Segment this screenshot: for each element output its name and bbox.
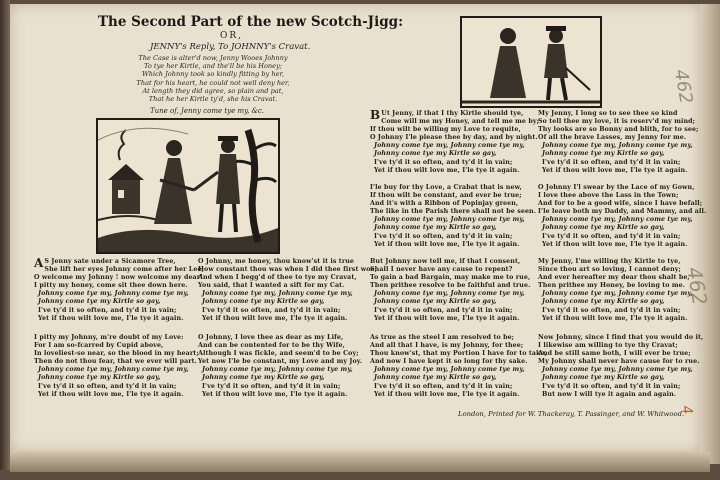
stanza-line: Come will me my Honey, and tell me me by; — [381, 118, 540, 126]
woodcut-illustration — [98, 120, 278, 252]
refrain-line: Yet if thou wilt love me, I'le tye it again. — [542, 314, 688, 322]
refrain-line: Johnny come tye my Kirtle so gay, — [374, 150, 497, 158]
stanza-line: And it's with a Ribbon of Popinjay green, — [370, 200, 519, 208]
stanza-line: I likewise am willing to tye thy Cravat; — [538, 342, 678, 350]
refrain-line: Yet if thou wilt love me, I'le tye it again. — [542, 166, 688, 174]
page-stack-bottom — [10, 452, 710, 472]
refrain-line: Johnny come tye my, Johnny come tye my, — [542, 290, 693, 298]
stanza-line: If thou wilt be constant, and ever be true; — [370, 192, 522, 200]
stanza-line: Although I was fickle, and seem'd to be Coy; — [198, 350, 359, 358]
stanza-3 — [198, 258, 377, 323]
stanza-line: Thy looks are so Bonny and blith, for to see; — [538, 126, 699, 134]
refrain-line: I've ty'd it so often, and ty'd it in vain; — [202, 382, 341, 390]
stanza-line: Then do not thou fear, that we ever will part. — [34, 358, 197, 366]
stanza-line: S Jenny sate under a Sicamore Tree, — [44, 258, 176, 265]
stanza-line: She lift her eyes Johnny come after her Lee; — [44, 266, 204, 274]
printer-imprint: London, Printed for W. Thackeray, T. Passinger, and W. Whitwood. — [458, 410, 685, 418]
refrain-line: Yet if thou wilt love me, I'le tye it again. — [374, 166, 520, 174]
stanza-line: But Johnny now tell me, if that I consent, — [370, 258, 521, 265]
tune-line: Tune of, Jenny come tye my, &c. — [150, 107, 264, 115]
stanza-line: I'le leave both my Daddy, and Mammy, and all. — [538, 208, 707, 216]
refrain-line: Johnny come tye my Kirtle so gay, — [202, 298, 325, 306]
stanza-line: How constant thou was when I did thee first woe; — [198, 266, 378, 274]
woodcut-illustration — [462, 18, 600, 106]
refrain-line-final: But now I will tye it again and again. — [542, 390, 677, 398]
refrain-line: I've ty'd it so often, and ty'd it in vain; — [374, 382, 513, 390]
refrain-line: Johnny come tye my Kirtle so gay, — [542, 298, 665, 306]
stanza-12 — [538, 334, 703, 399]
refrain-line: Johnny come tye my, Johnny come tye my, — [38, 290, 189, 298]
refrain-line: Johnny come tye my, Johnny come tye my, — [542, 142, 693, 150]
intro-verse — [108, 54, 318, 103]
stanza-line: And now I have kept it so long for thy sake. — [370, 358, 528, 366]
stanza-7 — [370, 258, 530, 323]
stanza-line: Then prithee my Honey, be loving to me. — [538, 282, 686, 290]
intro-line: At length they did agree, so plain and pat, — [142, 86, 284, 95]
intro-line: The Case is alter'd now, Jenny Wooes Johnny — [138, 54, 288, 62]
refrain-line: Johnny come tye my Kirtle so gay, — [374, 374, 497, 382]
stanza-1 — [34, 258, 203, 323]
refrain-line: I've ty'd it so often, and ty'd it in vain; — [542, 306, 681, 314]
refrain-line: I've ty'd it so often, and ty'd it in vain; — [38, 306, 177, 314]
refrain-line: I've ty'd it so often, and ty'd it in vain; — [202, 306, 341, 314]
refrain-line: Johnny come tye my Kirtle so gay, — [542, 150, 665, 158]
refrain-line: Johnny come tye my, Johnny come tye my, — [374, 366, 525, 374]
pencil-annotation-side: 462 — [681, 265, 713, 307]
stanza-line: To gain a bad Bargain, may make me to rue, — [370, 274, 531, 282]
stanza-11 — [538, 258, 693, 323]
book-spine-edge — [0, 0, 10, 470]
intro-line: To tye her Kirtle, and the'll be his Honey; — [143, 62, 283, 71]
refrain-line: Johnny come tye my, Johnny come tye my, — [202, 366, 353, 374]
refrain-line: Johnny come tye my Kirtle so gay, — [374, 298, 497, 306]
intro-line: Which Johnny took so kindly fitting by her, — [141, 70, 285, 79]
intro-line: That he her Kirtle ty'd, she his Cravat. — [148, 95, 278, 104]
stanza-2 — [34, 334, 199, 399]
stanza-line: And when I begg'd of thee to tye my Cravat, — [198, 274, 357, 282]
drop-cap: A — [34, 256, 44, 270]
drop-cap: B — [370, 108, 381, 122]
stanza-6 — [370, 184, 536, 249]
refrain-line: Johnny come tye my, Johnny come tye my, — [374, 290, 525, 298]
stanza-line: Since thou art so loving, I cannot deny; — [538, 266, 681, 274]
refrain-line: Johnny come tye my Kirtle so gay, — [542, 224, 665, 232]
stanza-line: I pitty my honey, come sit thee down here. — [34, 282, 188, 290]
refrain-line: Johnny come tye my, Johnny come tye my, — [374, 216, 525, 224]
title-or: OR, — [220, 31, 244, 41]
refrain-line: I've ty'd it so often, and ty'd it in vain; — [374, 158, 513, 166]
stanza-line: O Johnny I'le please thee by day, and by night. — [370, 134, 538, 142]
stanza-line: And can be contented for to be thy Wife, — [198, 342, 345, 350]
stanza-line: Thou know'st, that my Portion I have for to take, — [370, 350, 547, 358]
stanza-line: O Johnny I'l swear by the Lace of my Gown, — [538, 184, 695, 191]
stanza-line: I pitty my Johnny, m're doubt of my Love: — [34, 334, 184, 341]
stanza-line: The like in the Parish there shall not be seen. — [370, 208, 537, 216]
stanza-line: O Johnny, me honey, thou know'st it is true — [198, 258, 355, 265]
refrain-line: Johnny come tye my Kirtle so gay, — [374, 224, 497, 232]
refrain-line: Johnny come tye my, Johnny come tye my, — [374, 142, 525, 150]
refrain-line: Yet if thou wilt love me, I'le tye it again. — [38, 314, 184, 322]
stanza-line: Shall I never have any cause to repent? — [370, 266, 513, 274]
stanza-line: Now Johnny, since I find that you would do it, — [538, 334, 704, 341]
ballad-subtitle: JENNY's Reply, To JOHNNY's Cravat. — [150, 42, 311, 52]
stanza-4 — [198, 334, 362, 399]
stanza-line: My Johnny shall never have cause for to rue. — [538, 358, 700, 366]
refrain-line: I've ty'd it so often, and ty'd it in vain; — [38, 382, 177, 390]
refrain-line: Johnny come tye my Kirtle so gay, — [38, 374, 161, 382]
refrain-line: Johnny come tye my, Johnny come tye my, — [202, 290, 353, 298]
refrain-line: Johnny come tye my Kirtle so gay, — [38, 298, 161, 306]
stanza-line: And for to be a good wife, since I have befall; — [538, 200, 703, 208]
stanza-line: My Jenny, I'me willing thy Kirtle to tye, — [538, 258, 681, 265]
stanza-line: And be still same both, I will ever be true; — [538, 350, 691, 358]
refrain-line: Johnny come tye my, Johnny come tye my, — [542, 216, 693, 224]
woodcut-couple-portrait — [460, 16, 602, 108]
refrain-line: Yet if thou wilt love me, I'le tye it again. — [374, 314, 520, 322]
stanza-line: Then prithee resolve to be faithful and true. — [370, 282, 531, 290]
refrain-line: I've ty'd it so often, and ty'd it in vain; — [542, 232, 681, 240]
stanza-line: And all that I have, is my Johnny, for thee; — [370, 342, 524, 350]
refrain-line: Yet if thou wilt love me, I'le tye it again. — [202, 390, 348, 398]
refrain-line: Yet if thou wilt love me, I'le tye it again. — [374, 390, 520, 398]
refrain-line: I've ty'd it so often, and ty'd it in vain; — [542, 382, 681, 390]
stanza-line: O welcome my Johnny ! now welcome my dear! — [34, 274, 204, 282]
refrain-line: I've ty'd it so often, and ty'd it in vain; — [374, 232, 513, 240]
stanza-line: In loveliest-so near, so the blood in my heart; — [34, 350, 199, 358]
refrain-line: Yet if thou wilt love me, I'le tye it again. — [202, 314, 348, 322]
stanza-8 — [370, 334, 547, 399]
stanza-5 — [370, 110, 538, 175]
stanza-10 — [538, 184, 706, 249]
stanza-9 — [538, 110, 698, 175]
stanza-line: I love thee above the Lass in the Town; — [538, 192, 679, 200]
refrain-line: Johnny come tye my Kirtle so gay, — [542, 374, 665, 382]
refrain-line: Yet if thou wilt love me, I'le tye it again. — [542, 240, 688, 248]
refrain-line: Yet if thou wilt love me, I'le tye it again. — [38, 390, 184, 398]
stanza-line: And ever hereafter my dear thou shalt be, — [538, 274, 690, 282]
intro-line: That for his heart, he could not well deny her, — [136, 78, 290, 87]
stanza-line: So tell thee my love, it is reserv'd my mind; — [538, 118, 696, 126]
stanza-line: If thou wilt be willing my Love to requite, — [370, 126, 521, 134]
woodcut-couple-landscape — [96, 118, 280, 254]
refrain-line: Johnny come tye my, Johnny come tye my, — [38, 366, 189, 374]
stanza-line: As true as the steel I am resolved to be; — [370, 334, 515, 341]
ballad-title: The Second Part of the new Scotch-Jigg: — [98, 14, 404, 30]
stanza-line: O Johnny, I love thee as dear as my Life, — [198, 334, 344, 341]
refrain-line: Yet if thou wilt love me, I'le tye it again. — [374, 240, 520, 248]
refrain-line: Johnny come tye my Kirtle so gay, — [202, 374, 325, 382]
refrain-line: I've ty'd it so often, and ty'd it in vain; — [542, 158, 681, 166]
stanza-line: My Jenny, I long so to see thee so kind — [538, 110, 678, 117]
stanza-line: Ut Jenny, if that I thy Kirtle should tye, — [381, 110, 524, 117]
stanza-line: I'le buy for thy Love, a Crabat that is new, — [370, 184, 522, 191]
refrain-line: Johnny come tye my, Johnny come tye my, — [542, 366, 693, 374]
stanza-line: Yet now I'le be constant, my Love and my Joy. — [198, 358, 363, 366]
ballad-page — [10, 4, 713, 452]
stanza-line: Of all the brave Lasses, my Jenny for me. — [538, 134, 687, 142]
pencil-annotation-bottom: 4 — [677, 404, 696, 416]
pencil-annotation-top: 462 — [669, 67, 697, 106]
refrain-line: I've ty'd it so often, and ty'd it in vain; — [374, 306, 513, 314]
stanza-line: You said, that I wanted a sift for my Cat. — [198, 282, 345, 290]
stanza-line: For I am so-fcarred by Cupid above, — [34, 342, 164, 350]
